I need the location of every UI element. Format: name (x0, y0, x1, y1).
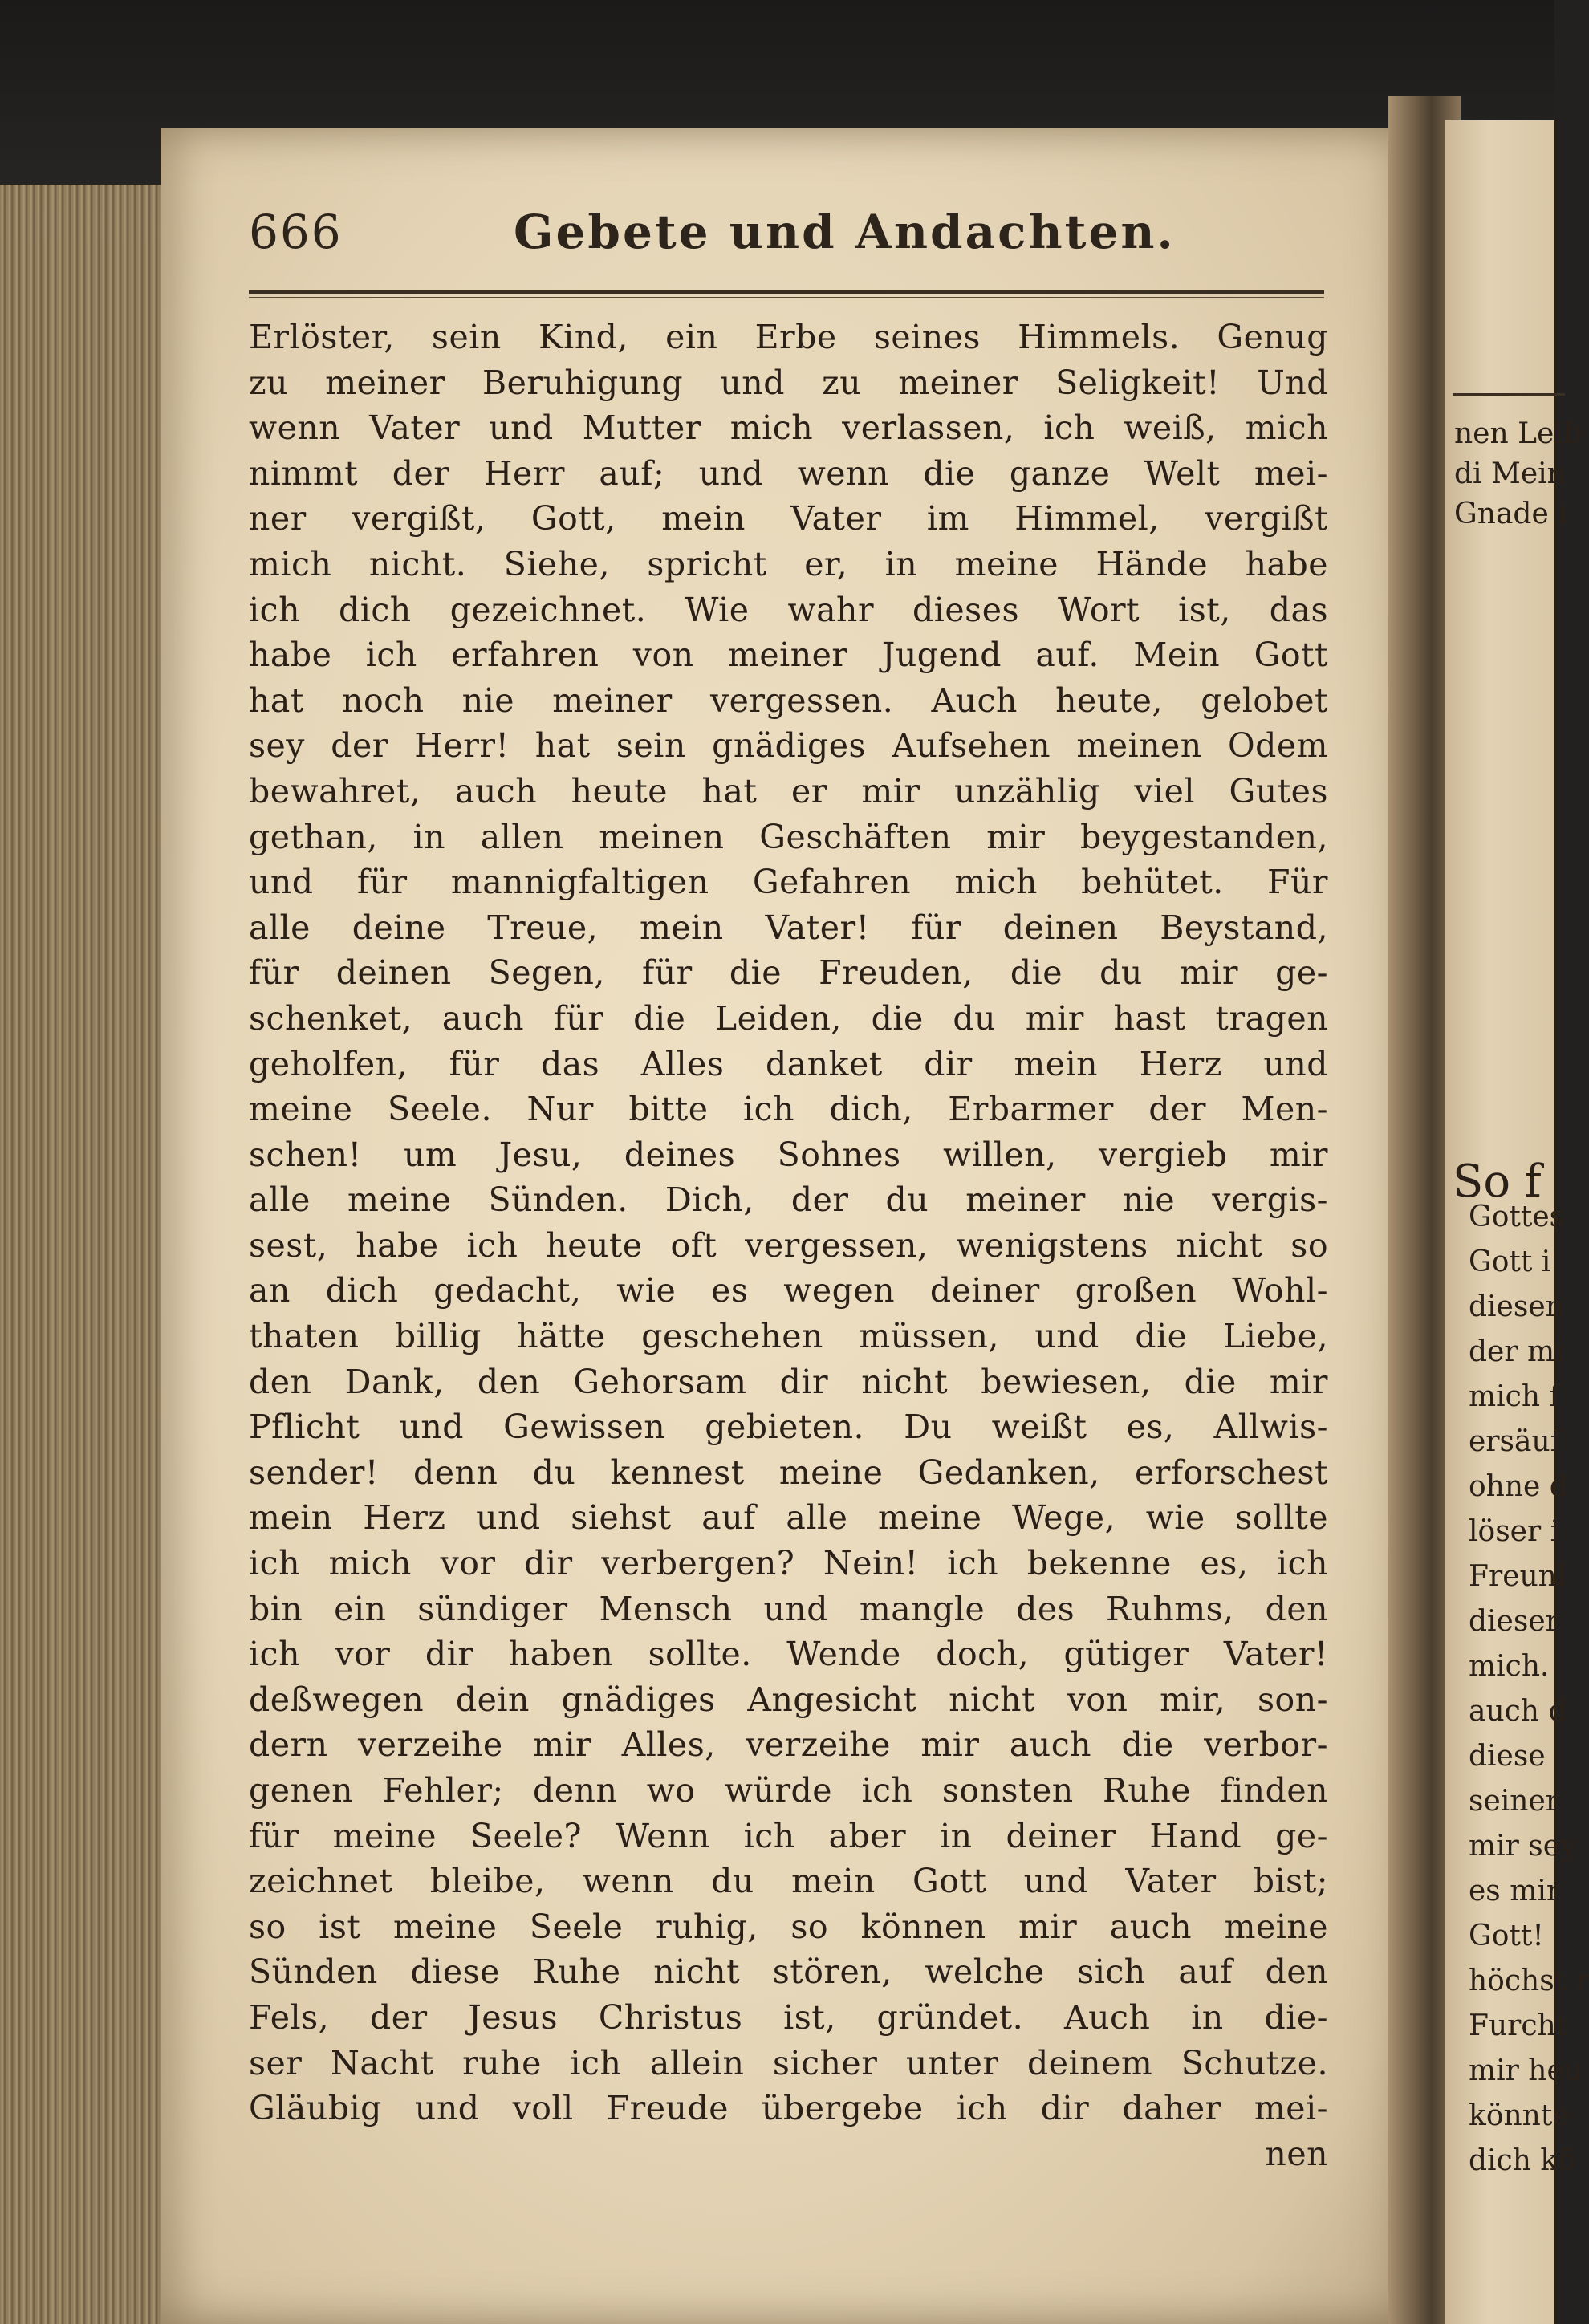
body-text (249, 315, 1328, 2176)
next-page-line: mir heu (1469, 2054, 1583, 2087)
next-page-line: ohne d (1469, 1470, 1568, 1503)
text-line: ich mich vor dir verbergen? Nein! ich bekenne es, ich (249, 1544, 1328, 1583)
next-page-line: Gottes (1469, 1201, 1565, 1233)
next-page-line: seiner (1469, 1785, 1559, 1818)
text-line: den Dank, den Gehorsam dir nicht bewiesen, die mir (249, 1362, 1328, 1401)
text-line: sey der Herr! hat sein gnädiges Aufsehen meinen Odem (249, 726, 1328, 766)
text-line: Sünden diese Ruhe nicht stören, welche sich auf den (249, 1952, 1328, 1992)
next-page-line: mich. (1469, 1650, 1550, 1683)
text-line: wenn Vater und Mutter mich verlassen, ich weiß, mich (249, 408, 1328, 448)
text-line: hat noch nie meiner vergessen. Auch heute, gelobet (249, 681, 1328, 720)
next-page-line: So f (1453, 1156, 1542, 1208)
next-page-fragment (1445, 120, 1589, 2324)
next-page-line: löser i (1469, 1515, 1560, 1548)
page-number: 666 (249, 205, 343, 259)
text-line: alle deine Treue, mein Vater! für deinen Beystand, (249, 908, 1328, 947)
text-line: und für mannigfaltigen Gefahren mich behütet. Für (249, 863, 1328, 902)
next-page-line: dieser (1469, 1605, 1559, 1638)
next-page-divider (1453, 393, 1565, 396)
text-line: Pflicht und Gewissen gebieten. Du weißt es, Allwis- (249, 1408, 1328, 1447)
next-page-line: es mir (1469, 1875, 1561, 1908)
text-line: nen (1265, 2134, 1328, 2173)
next-page-line: Freunl (1469, 1560, 1567, 1593)
next-page-line: höchst r (1469, 1964, 1589, 1997)
running-head: Gebete und Andachten. (514, 205, 1176, 259)
text-line: deßwegen dein gnädiges Angesicht nicht von mir, son- (249, 1680, 1328, 1719)
text-line: so ist meine Seele ruhig, so können mir auch meine (249, 1907, 1328, 1946)
text-line: ner vergißt, Gott, mein Vater im Himmel, vergißt (249, 499, 1328, 538)
text-line: zu meiner Beruhigung und zu meiner Seligkeit! Und (249, 363, 1328, 402)
text-line: zeichnet bleibe, wenn du mein Gott und Vater bist; (249, 1862, 1328, 1901)
text-line: alle meine Sünden. Dich, der du meiner nie vergis- (249, 1180, 1328, 1220)
next-page-line: nen Leib (1454, 417, 1582, 450)
text-line: ich vor dir haben sollte. Wende doch, gütiger Vater! (249, 1635, 1328, 1674)
text-line: ser Nacht ruhe ich allein sicher unter deinem Schutze. (249, 2043, 1328, 2082)
next-page-line: Furcht (1469, 2009, 1568, 2042)
next-page-line: Gnade i (1454, 498, 1567, 530)
text-line: nimmt der Herr auf; und wenn die ganze Welt mei- (249, 453, 1328, 493)
next-page-line: ersäuf (1469, 1425, 1561, 1458)
next-page-line: dich kö (1469, 2144, 1575, 2177)
text-line: Fels, der Jesus Christus ist, gründet. Auch in die- (249, 1997, 1328, 2037)
text-line: bewahret, auch heute hat er mir unzählig viel Gutes (249, 771, 1328, 811)
text-line: sest, habe ich heute oft vergessen, wenigstens nicht so (249, 1225, 1328, 1265)
text-line: für deinen Segen, für die Freuden, die du mir ge- (249, 953, 1328, 993)
text-line: schen! um Jesu, deines Sohnes willen, vergieb mir (249, 1135, 1328, 1174)
next-page-line: auch d (1469, 1695, 1567, 1728)
text-line: schenket, auch für die Leiden, die du mir hast tragen (249, 998, 1328, 1038)
next-page-line: di Mein (1454, 457, 1566, 490)
text-line: thaten billig hätte geschehen müssen, und die Liebe, (249, 1317, 1328, 1356)
text-line: gethan, in allen meinen Geschäften mir beygestanden, (249, 817, 1328, 856)
text-line: sender! denn du kennest meine Gedanken, erforschest (249, 1452, 1328, 1492)
text-line: an dich gedacht, wie es wegen deiner großen Wohl- (249, 1271, 1328, 1310)
next-page-line: Gott! (1469, 1920, 1544, 1952)
header-rule (249, 290, 1324, 294)
next-page-line: mich f (1469, 1380, 1560, 1413)
next-page-line: diese (1469, 1740, 1546, 1773)
text-line: dern verzeihe mir Alles, verzeihe mir auch die verbor- (249, 1725, 1328, 1765)
text-line: meine Seele. Nur bitte ich dich, Erbarmer der Men- (249, 1090, 1328, 1129)
text-line: geholfen, für das Alles danket dir mein Herz und (249, 1044, 1328, 1083)
next-page-line: mir sey (1469, 1830, 1577, 1863)
next-page-line: diesen (1469, 1290, 1564, 1323)
text-line: Erlöster, sein Kind, ein Erbe seines Himmels. Genug (249, 318, 1328, 356)
next-page-line: Gott i (1469, 1245, 1551, 1278)
page-header (249, 205, 1324, 277)
text-line: für meine Seele? Wenn ich aber in deiner Hand ge- (249, 1816, 1328, 1855)
header-rule-thin (249, 297, 1324, 298)
text-line: habe ich erfahren von meiner Jugend auf. Mein Gott (249, 636, 1328, 675)
text-line: mich nicht. Siehe, spricht er, in meine Hände habe (249, 544, 1328, 583)
text-line: mein Herz und siehst auf alle meine Wege, wie sollte (249, 1498, 1328, 1538)
text-line: ich dich gezeichnet. Wie wahr dieses Wort ist, das (249, 590, 1328, 629)
next-page-line: könnte (1469, 2099, 1570, 2132)
text-line: bin ein sündiger Mensch und mangle des Ruhms, den (249, 1589, 1328, 1628)
text-line: genen Fehler; denn wo würde ich sonsten Ruhe finden (249, 1771, 1328, 1810)
text-line: Gläubig und voll Freude übergebe ich dir daher mei- (249, 2089, 1328, 2128)
next-page-line: der mi (1469, 1335, 1564, 1368)
